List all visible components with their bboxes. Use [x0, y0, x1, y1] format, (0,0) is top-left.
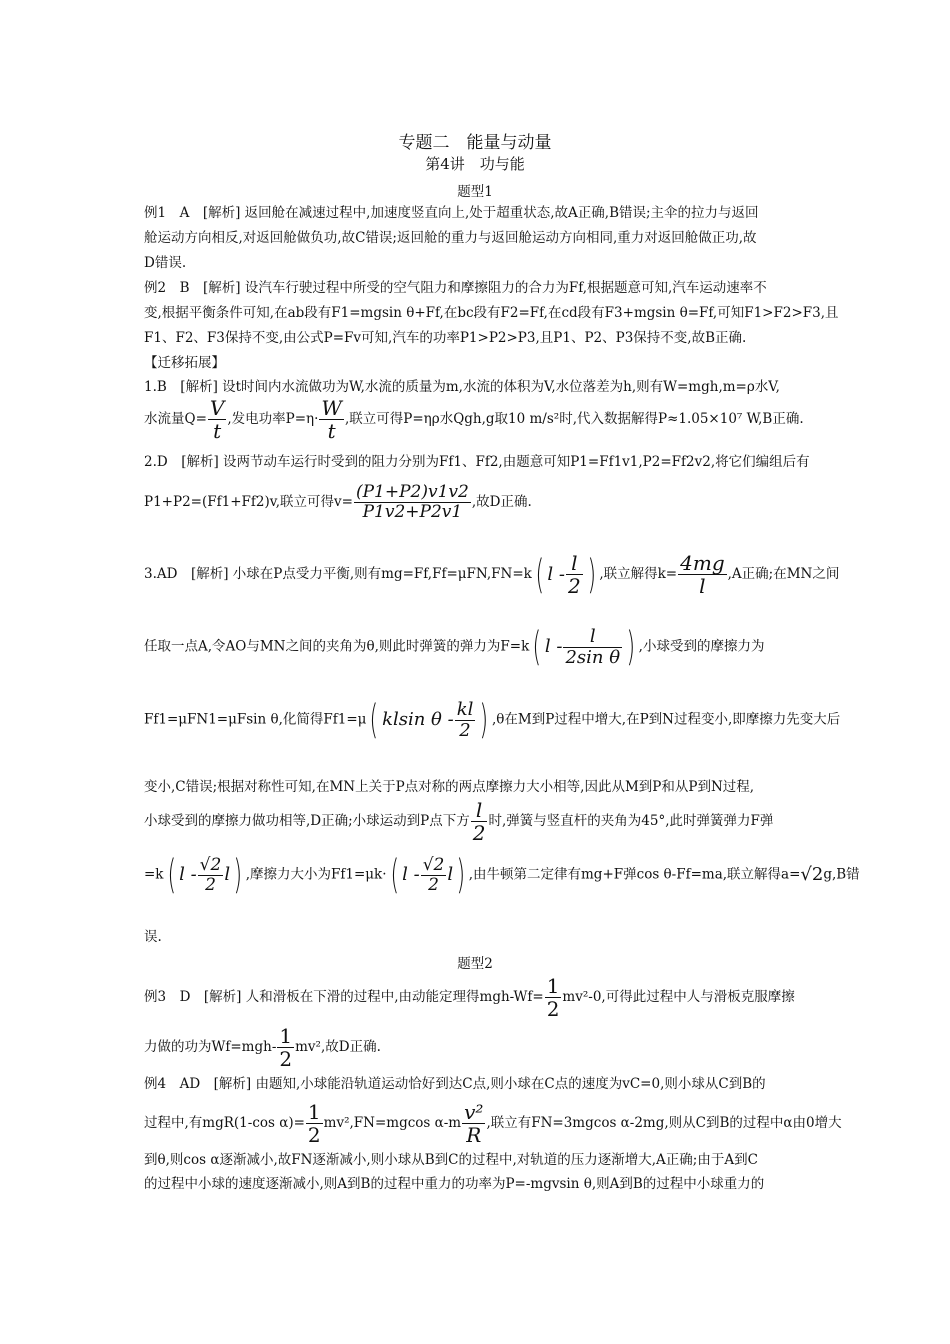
fraction-v2-over-r: $\frac{\text{v²}}{R}$ — [464, 1100, 484, 1147]
q3-line3: Ff1=μFN1=μFsin θ,化简得Ff1=μ( klsin θ - $\frac{kl}{2}$ ) ,θ在M到P过程中增大,在P到N过程变小,即摩擦力先变大后 — [144, 697, 841, 743]
q3-text-a: 3.AD [解析] 小球在P点受力平衡,则有mg=Ff,Ff=μFN,FN=k — [144, 566, 532, 582]
q3-text-c: ,A正确;在MN之间 — [727, 566, 840, 582]
q2-text-b: ,故D正确. — [471, 494, 532, 510]
ex3-text-c: 力做的功为Wf=mgh- — [144, 1039, 277, 1055]
fraction-4mg-over-l: $\frac{4mg}{l}$ — [680, 551, 725, 598]
ex1-line1: 例1 A [解析] 返回舱在减速过程中,加速度竖直向上,处于超重状态,故A正确,B错误;主伞的拉力与返回 — [144, 205, 759, 221]
fraction-sqrt2-l-over-2: $\frac{√2}{2}$ — [422, 854, 445, 895]
ex3-line1 — [144, 976, 814, 1019]
ex3-text-b: mv²-0,可得此过程中人与滑板克服摩擦 — [562, 989, 795, 1005]
q1-text-a: 水流量Q= — [144, 411, 207, 427]
section-heading-2: 题型2 — [457, 956, 493, 972]
fraction-l-over-2: $\frac{l}{2}$ — [472, 798, 486, 845]
ex4-line2 — [144, 1100, 842, 1147]
lecture-title: 第4讲 功与能 — [425, 155, 525, 173]
fraction-l-over-2sin: $\frac{l}{\text{2sin θ}}$ — [565, 625, 621, 668]
q1-text-b: ,发电功率P=η· — [227, 411, 319, 427]
ex3-text-a: 例3 D [解析] 人和滑板在下滑的过程中,由动能定理得mgh-Wf= — [144, 989, 544, 1005]
left-paren: ( — [369, 697, 379, 743]
q3-line2: 任取一点A,令AO与MN之间的夹角为θ,则此时弹簧的弹力为F=k( l - $\frac{l}{\text{2sin θ}}$ ) ,小球受到的摩擦力为 — [144, 624, 765, 670]
ex2-line1: 例2 B [解析] 设汽车行驶过程中所受的空气阻力和摩擦阻力的合力为Ff,根据题意可知,汽车运动速率不 — [144, 280, 767, 296]
q2-text-a: P1+P2=(Ff1+Ff2)v,联立可得v= — [144, 494, 353, 510]
fraction-one-half: $\frac{1}{2}$ — [546, 974, 560, 1021]
ex4-text-a: 过程中,有mgR(1-cos α)= — [144, 1115, 305, 1131]
sqrt2: √2 — [800, 864, 824, 885]
chapter-title: 专题二 能量与动量 — [398, 133, 552, 153]
right-paren: ) — [626, 624, 636, 670]
ex2-line2: 变,根据平衡条件可知,在ab段有F1=mgsin θ+Ff,在bc段有F2=Ff,在cd段有F3+mgsin θ=Ff,可知F1>F2>F3,且 — [144, 305, 839, 321]
q1-line1: 1.B [解析] 设t时间内水流做功为W,水流的质量为m,水流的体积为V,水位落差为h,则有W=mgh,m=ρ水V, — [144, 379, 780, 395]
ex4-line4: 的过程中小球的速度逐渐减小,则A到B的过程中重力的功率为P=-mgvsin θ,则A到B的过程中小球重力的 — [144, 1176, 765, 1192]
left-paren: ( — [390, 852, 399, 898]
ex1-line2: 舱运动方向相反,对返回舱做负功,故C错误;返回舱的重力与返回舱运动方向相同,重力对返回舱做正功,故 — [144, 230, 757, 246]
ex4-text-c: ,联立有FN=3mgcos α-2mg,则从C到B的过程中α由0增大 — [486, 1115, 842, 1131]
ex4-line1: 例4 AD [解析] 由题知,小球能沿轨道运动恰好到达C点,则小球在C点的速度为vC=0,则小球从C到B的 — [144, 1076, 766, 1092]
ex1-line3: D错误. — [144, 255, 187, 271]
left-paren: ( — [532, 624, 542, 670]
q2-line2 — [144, 484, 814, 521]
section-heading-1: 题型1 — [457, 184, 493, 200]
fraction-one-half: $\frac{1}{2}$ — [279, 1024, 293, 1071]
q3-6-text-b: ,摩擦力大小为Ff1=μk· — [245, 866, 387, 883]
left-paren: ( — [167, 852, 176, 898]
ex3-line2 — [144, 1026, 814, 1069]
ex4-text-b: mv²,FN=mgcos α-m — [323, 1115, 462, 1131]
right-paren: ) — [587, 551, 596, 598]
q3-3-text-a: Ff1=μFN1=μFsin θ,化简得Ff1=μ — [144, 711, 367, 728]
q3-line5 — [144, 800, 814, 843]
q3-line6: =k( l - $\frac{√2}{2}$ l) ,摩擦力大小为Ff1=μk·( l - $\frac{√2}{2}$ l) ,由牛顿第二定律有mg+F弹cos θ-Ff=ma,联立解得a=√2g,B错 — [144, 852, 860, 898]
fraction-l-over-2: $\frac{l}{2}$ — [567, 551, 581, 598]
fraction-w-over-t: $\frac{W}{t}$ — [321, 396, 342, 443]
q3-2-text-a: 任取一点A,令AO与MN之间的夹角为θ,则此时弹簧的弹力为F=k — [144, 638, 530, 655]
q3-line1: 3.AD [解析] 小球在P点受力平衡,则有mg=Ff,Ff=μFN,FN=k( l - $\frac{l}{2}$ ) ,联立解得k= $\frac{4mg}{l}$ ,A正确;在MN之间 — [144, 551, 840, 598]
q1-text-c: ,联立可得P=ηρ水Qgh,g取10 m/s²时,代入数据解得P≈1.05×10⁷ W,B正确. — [344, 411, 804, 427]
q3-text-b: ,联立解得k= — [599, 566, 678, 582]
extension-heading: 【迁移拓展】 — [144, 355, 225, 371]
fraction-sqrt2-l-over-2: $\frac{√2}{2}$ — [199, 854, 222, 895]
q1-line2 — [144, 398, 814, 441]
fraction-v-over-t: $\frac{V}{t}$ — [209, 396, 225, 443]
q3-3-text-b: ,θ在M到P过程中增大,在P到N过程变小,即摩擦力先变大后 — [491, 711, 841, 728]
q3-line4: 变小,C错误;根据对称性可知,在MN上关于P点对称的两点摩擦力大小相等,因此从M到P和从P到N过程, — [144, 779, 755, 795]
q2-line1: 2.D [解析] 设两节动车运行时受到的阻力分别为Ff1、Ff2,由题意可知P1=Ff1v1,P2=Ff2v2,将它们编组后有 — [144, 454, 810, 470]
q3-6-text-d: g,B错 — [823, 866, 860, 883]
q3-2-text-b: ,小球受到的摩擦力为 — [638, 638, 765, 655]
q3-5-text-a: 小球受到的摩擦力做功相等,D正确;小球运动到P点下方 — [144, 813, 470, 829]
left-paren: ( — [535, 551, 544, 598]
fraction-velocity: $\frac{(P1+P2)v1v2}{P1v2+P2v1}$ — [355, 482, 469, 522]
ex3-text-d: mv²,故D正确. — [295, 1039, 381, 1055]
fraction-one-half: $\frac{1}{2}$ — [307, 1100, 321, 1147]
ex2-line3: F1、F2、F3保持不变,由公式P=Fv可知,汽车的功率P1>P2>P3,且P1、P2、P3保持不变,故B正确. — [144, 330, 747, 346]
q3-6-text-a: =k — [144, 866, 164, 883]
q3-6-text-c: ,由牛顿第二定律有mg+F弹cos θ-Ff=ma,联立解得a= — [468, 866, 801, 883]
right-paren: ) — [479, 697, 489, 743]
q3-line7: 误. — [144, 929, 162, 945]
right-paren: ) — [233, 852, 243, 898]
right-paren: ) — [456, 852, 466, 898]
ex4-line3: 到θ,则cos α逐渐减小,故FN逐渐减小,则小球从B到C的过程中,对轨道的压力逐渐增大,A正确;由于A到C — [144, 1152, 758, 1168]
q3-5-text-b: 时,弹簧与竖直杆的夹角为45°,此时弹簧弹力F弹 — [488, 813, 774, 829]
fraction-kl-over-2: $\frac{kl}{2}$ — [456, 698, 474, 741]
